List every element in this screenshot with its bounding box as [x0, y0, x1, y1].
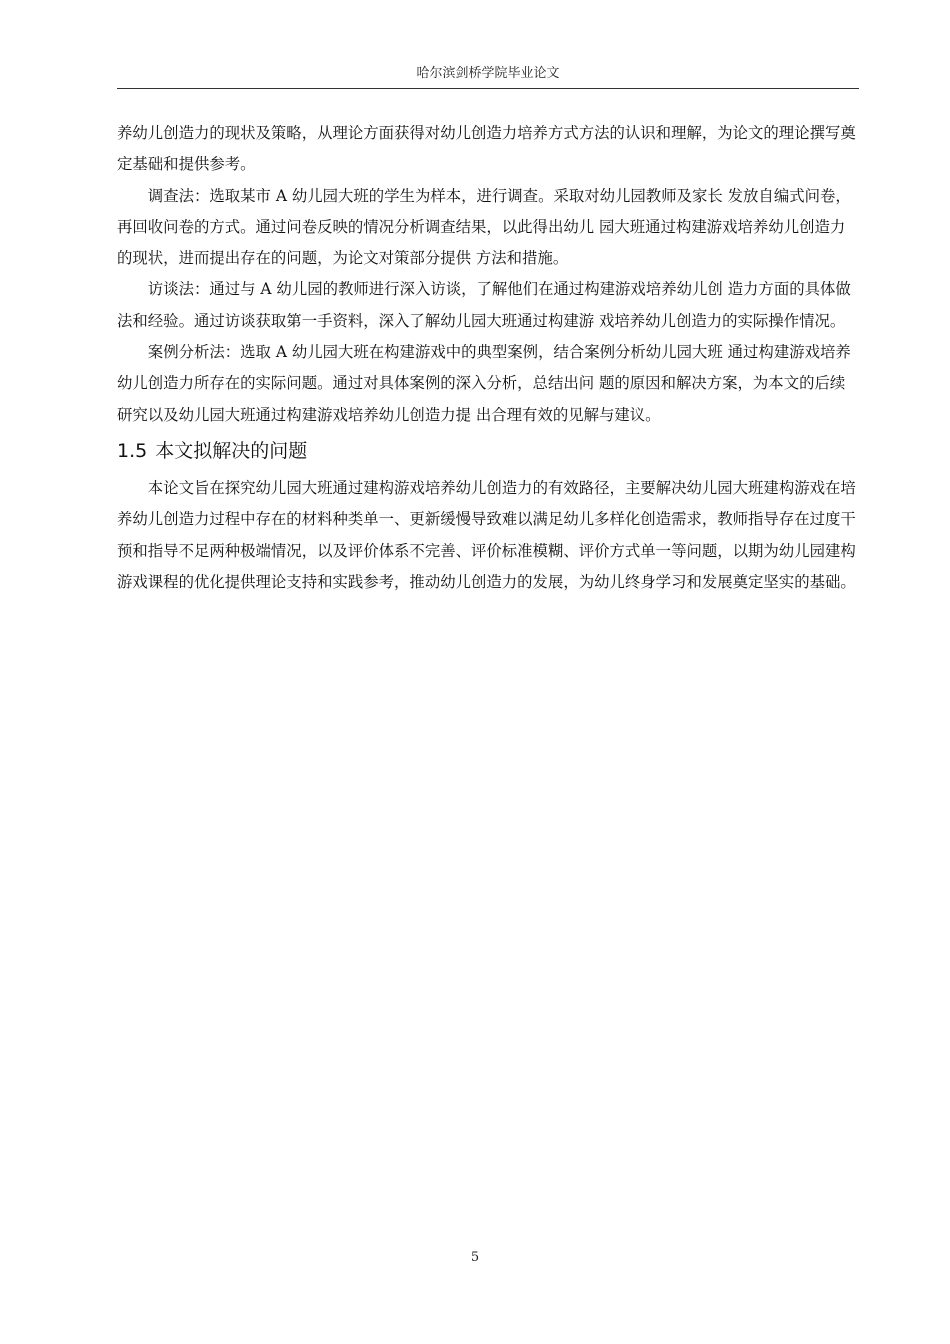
section-paragraph: 本论文旨在探究幼儿园大班通过建构游戏培养幼儿创造力的有效路径，主要解决幼儿园大班建构游戏在培养幼儿创造力过程中存在的材料种类单一、更新缓慢导致难以满足幼儿多样化创造需求，教师指导存在过度干预和指导不足两种极端情况，以及评价体系不完善、评价标准模糊、评价方式单一等问题，以期为幼儿园建构游戏课程的优化提供理论支持和实践参考，推动幼儿创造力的发展，为幼儿终身学习和发展奠定坚实的基础。	[117, 478, 856, 591]
page-body	[117, 118, 859, 598]
section-title: 本文拟解决的问题	[155, 439, 308, 462]
section-number: 1.5	[117, 439, 148, 462]
body-paragraph-interview-method: 访谈法：通过与 A 幼儿园的教师进行深入访谈，了解他们在通过构建游戏培养幼儿创 造力方面的具体做法和经验。通过访谈获取第一手资料，深入了解幼儿园大班通过构建游 戏培养幼儿创造力的实际操作情况。	[117, 280, 851, 330]
section-heading	[117, 434, 859, 468]
page-footer	[0, 1248, 950, 1268]
body-paragraph: 养幼儿创造力的现状及策略，从理论方面获得对幼儿创造力培养方式方法的认识和理解，为论文的理论撰写奠定基础和提供参考。	[117, 124, 856, 174]
header-title: 哈尔滨剑桥学院毕业论文	[416, 66, 560, 81]
page-header	[117, 64, 859, 89]
page-number: 5	[470, 1250, 480, 1265]
body-paragraph-survey-method: 调查法：选取某市 A 幼儿园大班的学生为样本，进行调查。采取对幼儿园教师及家长 发放自编式问卷，再回收问卷的方式。通过问卷反映的情况分析调查结果，以此得出幼儿 园大班通过构建游戏培养幼儿创造力的现状，进而提出存在的问题，为论文对策部分提供 方法和措施。	[117, 186, 851, 268]
body-paragraph-case-analysis-method: 案例分析法：选取 A 幼儿园大班在构建游戏中的典型案例，结合案例分析幼儿园大班 通过构建游戏培养幼儿创造力所存在的实际问题。通过对具体案例的深入分析，总结出问 题的原因和解决方案，为本文的后续研究以及幼儿园大班通过构建游戏培养幼儿创造力提 出合理有效的见解与建议。	[117, 343, 851, 424]
